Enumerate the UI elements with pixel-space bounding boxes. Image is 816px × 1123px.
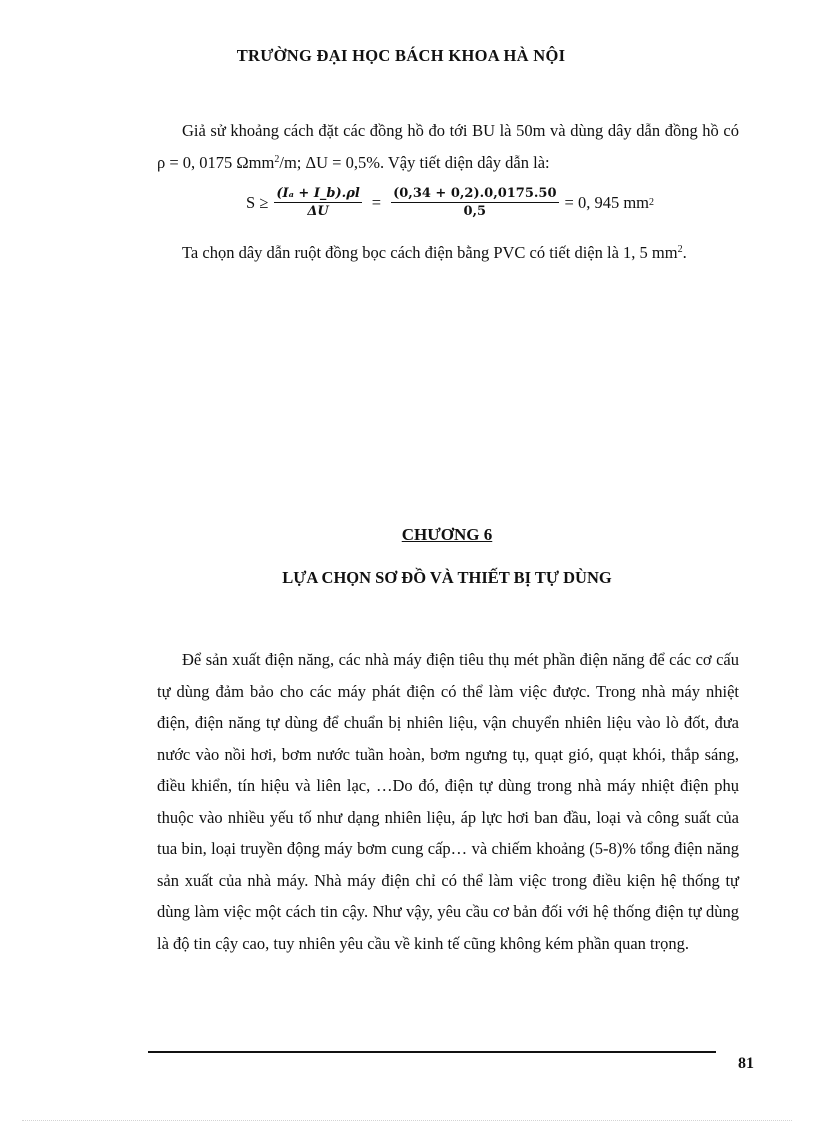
formula-fraction-symbolic-denominator: ΔU	[274, 202, 361, 219]
page-number: 81	[738, 1055, 754, 1072]
footer-divider	[148, 1051, 716, 1053]
formula-result: = 0, 945 mm	[564, 192, 649, 212]
chapter-subtitle: LỰA CHỌN SƠ ĐỒ VÀ THIẾT BỊ TỰ DÙNG	[282, 568, 612, 587]
intro-paragraph-2-tail: .	[682, 243, 687, 262]
page-header-title: TRƯỜNG ĐẠI HỌC BÁCH KHOA HÀ NỘI	[236, 46, 566, 65]
intro-paragraph-1	[157, 115, 739, 178]
chapter-body-paragraph: Để sản xuất điện năng, các nhà máy điện tiêu thụ mét phần điện năng để các cơ cấu tự dùng đảm bảo cho các máy phát điện có thể làm việc được. Trong nhà máy nhiệt điện, điện năng tự dùng để chuẩn bị nhiên liệu, vận chuyển nhiên liệu vào lò đốt, đưa nước vào nồi hơi, bơm nước tuần hoàn, bơm ngưng tụ, quạt gió, quạt khói, thắp sáng, điều khiển, tín hiệu và liên lạc, …Do đó, điện tự dùng trong nhà máy nhiệt điện phụ thuộc vào nhiều yếu tố như dạng nhiên liệu, áp lực hơi ban đầu, loại và công suất của tua bin, loại truyền động máy bơm cung cấp… và chiếm khoảng (5-8)% tổng điện năng sản xuất của nhà máy. Nhà máy điện chỉ có thể làm việc trong điều kiện hệ thống tự dùng làm việc một cách tin cậy. Như vậy, yêu cầu cơ bản đối với hệ thống điện tự dùng là độ tin cậy cao, tuy nhiên yêu cầu về kinh tế cũng không kém phần quan trọng.	[157, 650, 739, 953]
wire-section-formula: S ≥ $\frac{\text{(Iₐ + I\_b).ρl}}{\Delta U}$ = $\frac{(0,34 + 0,2).0,0175.50}{0,5}$ = 0, 945 mm 2	[246, 186, 654, 219]
formula-lhs: S ≥	[246, 192, 269, 212]
chapter-title: CHƯƠNG 6	[401, 525, 493, 544]
formula-fraction-numeric-denominator: 0,5	[391, 202, 558, 219]
intro-paragraph-1-text: Giả sử khoảng cách đặt các đồng hồ đo tới BU là 50m và dùng dây dẫn đồng hồ có ρ = 0, 0175 Ωmm	[157, 121, 739, 172]
formula-fraction-symbolic-numerator: (Iₐ + I_b).ρl	[276, 186, 360, 201]
formula-fraction-numeric-numerator: (0,34 + 0,2).0,0175.50	[393, 186, 557, 201]
formula-fraction-numeric	[391, 186, 558, 219]
formula-equals: =	[371, 192, 382, 212]
intro-paragraph-1-tail: /m; ΔU = 0,5%. Vậy tiết diện dây dẫn là:	[279, 152, 550, 172]
formula-fraction-symbolic	[274, 186, 361, 219]
unit-superscript: 2	[677, 244, 683, 255]
intro-paragraph-2	[157, 237, 739, 269]
intro-paragraph-2-text: Ta chọn dây dẫn ruột đồng bọc cách điện bằng PVC có tiết diện là 1, 5 mm	[182, 243, 678, 262]
unit-superscript: 2	[274, 153, 280, 165]
page-bottom-dotted-edge	[22, 1120, 792, 1121]
